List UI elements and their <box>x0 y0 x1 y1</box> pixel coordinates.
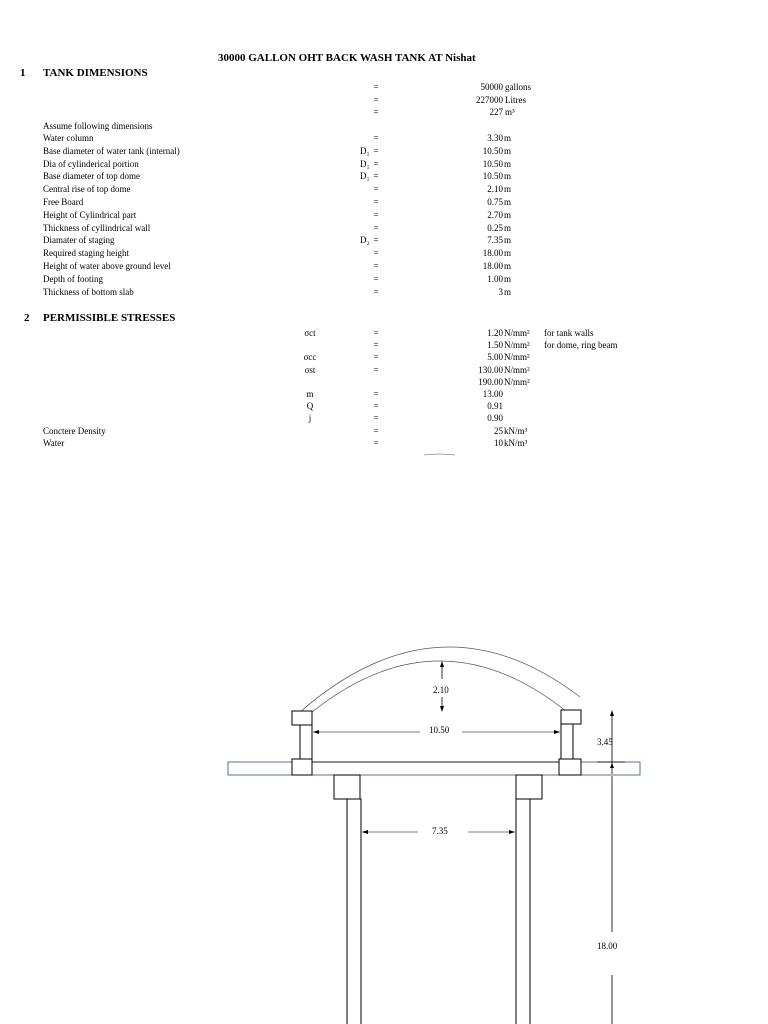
stress-value: 0.91 <box>487 401 503 412</box>
right-column-cap <box>516 775 542 799</box>
stress-unit: N/mm² <box>504 376 530 387</box>
stress-symbol: σst <box>304 364 316 375</box>
dimension-value: 0.25 <box>487 222 503 233</box>
dimension-value: 3 <box>498 286 503 297</box>
equals-sign: = <box>373 184 379 195</box>
assume-label: Assume following dimensions <box>43 121 153 131</box>
stress-note: for dome, ring beam <box>544 340 618 351</box>
stress-value: 0.90 <box>487 413 503 424</box>
dimension-label: Diamater of staging <box>43 235 115 246</box>
stress-note: for tank walls <box>544 328 594 338</box>
capacity-value: 50000 <box>480 82 503 92</box>
dimension-label: Thickness of cyllindrical wall <box>43 222 151 233</box>
equals-sign: = <box>373 133 379 143</box>
equals-sign: = <box>373 222 379 233</box>
capacity-unit: Litres <box>505 94 526 105</box>
dimension-unit: m <box>504 209 512 220</box>
wall-height-label: 3.45 <box>597 737 613 747</box>
dimension-value: 18.00 <box>482 261 503 271</box>
right-column <box>516 799 530 1024</box>
stress-value: 5.00 <box>487 352 503 363</box>
dimension-label: Central rise of top dome <box>43 184 131 195</box>
equals-sign: = <box>373 107 379 117</box>
right-top-block <box>561 710 581 724</box>
dimension-label: Height of water above ground level <box>43 261 171 271</box>
left-column-cap <box>334 775 360 799</box>
capacity-value: 227000 <box>476 94 503 105</box>
left-column <box>347 799 361 1024</box>
dome-rise-arrow-down <box>440 706 444 712</box>
dimension-unit: m <box>504 145 512 156</box>
equals-sign: = <box>373 158 379 169</box>
equals-sign: = <box>373 328 379 338</box>
dimension-unit: m <box>504 158 512 169</box>
dimension-symbol: D₂ <box>360 235 370 246</box>
dimension-value: 1.00 <box>487 273 503 284</box>
stress-symbol: σct <box>304 328 316 338</box>
section-1-heading: TANK DIMENSIONS <box>43 67 148 79</box>
right-wall <box>561 724 573 759</box>
dome-rise-label: 2.10 <box>433 685 449 695</box>
capacity-unit: m³ <box>505 107 515 117</box>
dimension-unit: m <box>504 184 512 195</box>
stress-symbol: m <box>306 389 314 399</box>
stress-symbol: Q <box>306 401 314 412</box>
stress-value: 1.50 <box>487 340 503 351</box>
section-1-number: 1 <box>20 67 26 79</box>
dimension-value: 18.00 <box>482 248 503 259</box>
stress-unit: kN/m³ <box>504 437 528 448</box>
dome-rise-arrow-up <box>440 661 444 667</box>
dimension-value: 2.10 <box>487 184 503 195</box>
section-2-heading: PERMISSIBLE STRESSES <box>43 312 176 324</box>
equals-sign: = <box>373 235 379 246</box>
stress-value: 190.00 <box>478 376 503 387</box>
staging-dia-arrow-right <box>509 830 515 834</box>
equals-sign: = <box>373 425 379 436</box>
equals-sign: = <box>373 364 379 375</box>
dimension-unit: m <box>504 286 512 297</box>
stress-value: 10 <box>494 437 503 448</box>
stress-unit: kN/m³ <box>504 425 528 436</box>
staging-dia-label: 7.35 <box>432 826 448 836</box>
equals-sign: = <box>373 340 379 351</box>
wall-height-arrow-mid <box>610 763 614 768</box>
equals-sign: = <box>373 209 379 220</box>
dimension-unit: m <box>504 261 512 271</box>
dimension-unit: m <box>504 197 512 207</box>
stress-unit: N/mm² <box>504 340 530 351</box>
staging-dia-arrow-left <box>362 830 368 834</box>
equals-sign: = <box>373 352 379 363</box>
equals-sign: = <box>373 413 379 424</box>
staging-height-label: 18.00 <box>597 941 618 951</box>
dimension-unit: m <box>504 235 512 246</box>
dimension-symbol: D₁ <box>360 158 370 169</box>
stress-value: 13.00 <box>482 389 503 399</box>
dimension-unit: m <box>504 133 512 143</box>
left-bottom-block <box>292 759 312 775</box>
dimension-unit: m <box>504 273 512 284</box>
stress-value: 130.00 <box>478 364 503 375</box>
left-wall <box>300 725 312 759</box>
dimension-value: 10.50 <box>482 158 503 169</box>
equals-sign: = <box>373 261 379 271</box>
equals-sign: = <box>373 145 379 156</box>
capacity-value: 227 <box>489 107 503 117</box>
dimension-label: Free Board <box>43 197 84 207</box>
equals-sign: = <box>373 94 379 105</box>
dimension-label: Dia of cylinderical portion <box>43 158 139 169</box>
dimension-label: Required staging height <box>43 248 129 259</box>
tank-dia-arrow-right <box>554 730 560 734</box>
stress-unit: N/mm² <box>504 328 530 338</box>
dimension-value: 3.30 <box>487 133 503 143</box>
equals-sign: = <box>373 171 379 182</box>
equals-sign: = <box>373 389 379 399</box>
stress-unit: N/mm² <box>504 364 530 375</box>
left-top-block <box>292 711 312 725</box>
stress-symbol: j <box>308 413 312 424</box>
dimension-value: 10.50 <box>482 171 503 182</box>
dimension-label: Depth of footing <box>43 273 103 284</box>
equals-sign: = <box>373 248 379 259</box>
dome-outer-arc <box>300 647 580 712</box>
equals-sign: = <box>373 82 379 92</box>
dimension-label: Water column <box>43 133 94 143</box>
dimension-label: Base diameter of top dome <box>43 171 140 182</box>
dimension-value: 0.75 <box>487 197 503 207</box>
stress-label: Water <box>43 437 65 448</box>
stress-label: Conctere Density <box>43 425 106 436</box>
dimension-value: 7.35 <box>487 235 503 246</box>
equals-sign: = <box>373 437 379 448</box>
wall-height-arrow-top <box>610 710 614 716</box>
capacity-unit: gallons <box>505 82 531 92</box>
dimension-unit: m <box>504 171 512 182</box>
dimension-label: Height of Cylindrical part <box>43 209 137 220</box>
stress-value: 25 <box>494 425 503 436</box>
stress-value: 1.20 <box>487 328 503 338</box>
dimension-value: 2.70 <box>487 209 503 220</box>
section-2-number: 2 <box>24 312 30 324</box>
dimension-unit: m <box>504 248 512 259</box>
right-bottom-block <box>559 759 581 775</box>
page-title: 30000 GALLON OHT BACK WASH TANK AT Nishat <box>218 52 476 64</box>
decorative-stroke <box>424 454 455 455</box>
dimension-unit: m <box>504 222 512 233</box>
dimension-symbol: D₁ <box>360 171 370 182</box>
stress-symbol: σcc <box>303 352 317 363</box>
dimension-label: Base diameter of water tank (internal) <box>43 145 180 156</box>
equals-sign: = <box>373 273 379 284</box>
equals-sign: = <box>373 197 379 207</box>
equals-sign: = <box>373 401 379 412</box>
stress-unit: N/mm² <box>504 352 530 363</box>
tank-dia-label: 10.50 <box>429 725 450 735</box>
equals-sign: = <box>373 286 379 297</box>
dimension-label: Thickness of bottom slab <box>43 286 134 297</box>
dimension-symbol: D₁ <box>360 145 370 156</box>
tank-dia-arrow-left <box>313 730 319 734</box>
dimension-value: 10.50 <box>482 145 503 156</box>
